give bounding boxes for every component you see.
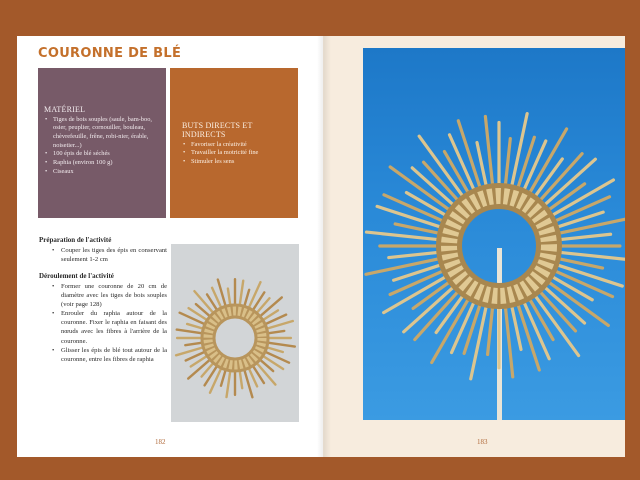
buts-list (182, 141, 292, 167)
preparation-heading: Préparation de l'activité (39, 236, 112, 244)
page-number-left: 182 (155, 438, 166, 446)
list-item: • Former une couronne de 20 cm de diamètre avec les tiges de bois souples (voir page 128) (39, 282, 167, 309)
materiel-heading: MATÉRIEL (44, 105, 86, 114)
buts-box (170, 68, 298, 218)
page-number-right: 183 (477, 438, 488, 446)
list-item: • Glisser les épis de blé tout autour de la couronne, entre les fibres de raphia (39, 346, 167, 364)
preparation-list (39, 246, 167, 264)
materiel-box (38, 68, 166, 218)
page-title: COURONNE DE BLÉ (38, 46, 182, 61)
list-item: • Ciseaux (44, 168, 160, 177)
wreath-large-graphic (363, 48, 625, 420)
wheat-spike (415, 285, 464, 340)
materiel-list (44, 116, 160, 176)
deroulement-list (39, 282, 167, 364)
preparation-section (39, 236, 167, 264)
list-item: • Travailler la motricité fine (182, 149, 292, 158)
list-item: • Raphia (environ 100 g) (44, 159, 160, 168)
wreath-small-graphic (171, 244, 299, 422)
wreath-photo-large (363, 48, 625, 420)
list-item: • Couper les tiges des épis en conservant seulement 1-2 cm (39, 246, 167, 264)
list-item: • Favoriser la créativité (182, 141, 292, 150)
wheat-spike (404, 281, 461, 332)
wheat-spikes (366, 114, 625, 379)
deroulement-heading: Déroulement de l'activité (39, 272, 114, 280)
book-gutter (317, 36, 331, 457)
list-item: • 100 épis de blé séchés (44, 150, 160, 159)
book-spread (17, 36, 625, 457)
wheat-spikes (176, 279, 295, 397)
list-item: • Stimuler les sens (182, 158, 292, 167)
deroulement-section (39, 272, 167, 364)
wreath-photo-small (171, 244, 299, 422)
list-item: • Enrouler du raphia autour de la couronne. Fixer le raphia en faisant des nœuds avec les fibres à l'arrière de la couronne. (39, 309, 167, 345)
list-item: • Tiges de bois souples (saule, bam-boo, osier, peuplier, cornouiller, bouleau, chèvrefeuille, frêne, robi-nier, érable, noisetier...) (44, 116, 160, 151)
buts-heading: BUTS DIRECTS ET INDIRECTS (182, 121, 253, 139)
